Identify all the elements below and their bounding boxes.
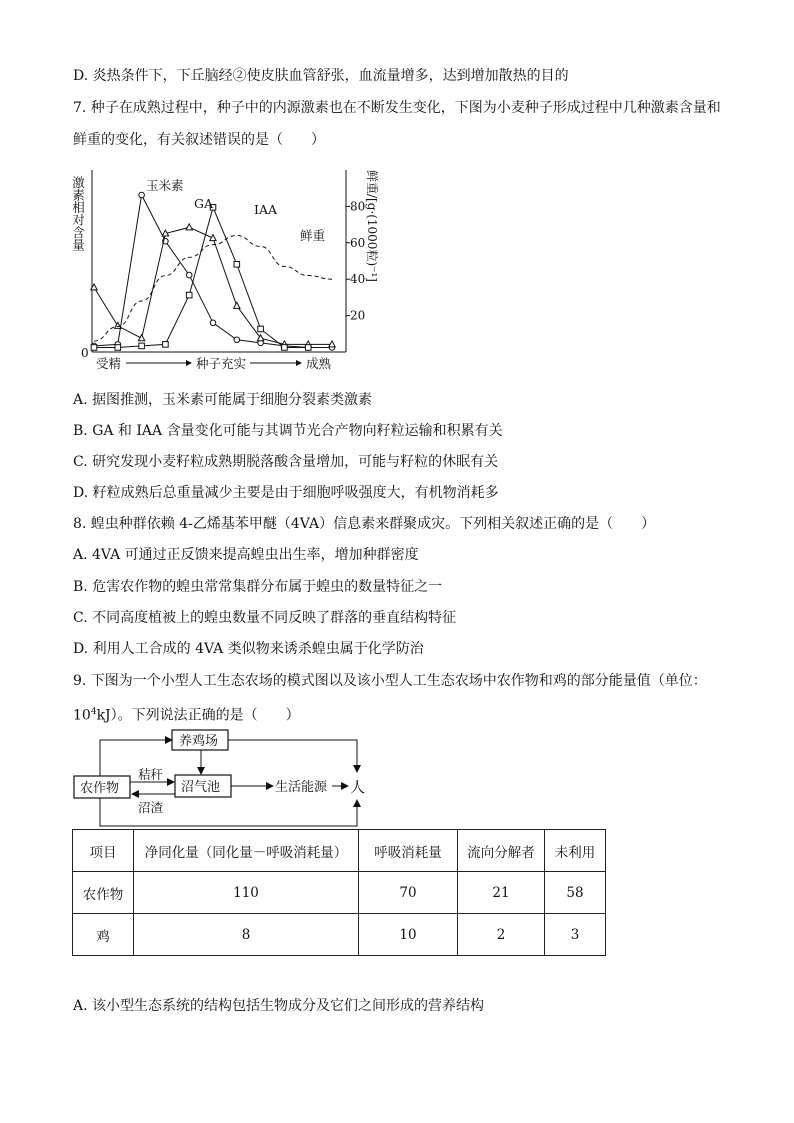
table-cell: 10 [359,914,458,956]
straw-label: 秸秆 [138,767,164,782]
left-axis-label: 激素相对含量 [70,176,86,251]
table-row [73,872,606,914]
energy-table [72,829,606,956]
x-axis-label: 成熟 [306,356,332,371]
q7-stem-line2: 鲜重的变化，有关叙述错误的是（ ） [73,132,325,148]
q7-stem-line1: 7. 种子在成熟过程中，种子中的内源激素也在不断发生变化，下图为小麦种子形成过程中几种激素含量和 [73,100,721,116]
crops-label: 农作物 [80,781,120,796]
q8-stem: 8. 蝗虫种群依赖 4-乙烯基苯甲醚（4VA）信息素来群聚成灾。下列相关叙述正确的是（ ） [73,516,656,532]
q6-option-d: D. 炎热条件下，下丘脑经②使皮肤血管舒张，血流量增多，达到增加散热的目的 [73,68,569,84]
series-label: 玉米素 [146,178,184,193]
point-marker-circle [139,192,145,198]
point-marker-square [91,345,97,351]
point-marker-triangle [234,302,240,308]
table-header-cell: 净同化量（同化量－呼吸消耗量） [134,830,359,872]
series-label: IAA [254,202,277,217]
table-cell: 110 [134,872,359,914]
point-marker-square [305,345,311,351]
biogas-pool-label: 沼气池 [181,780,221,795]
chicken-farm-label: 养鸡场 [179,734,219,749]
table-header-cell: 呼吸消耗量 [359,830,458,872]
right-tick-label: 60 [350,235,366,250]
table-cell: 3 [545,914,606,956]
point-marker-circle [234,337,240,343]
point-marker-square [258,326,264,332]
point-marker-square [186,292,192,298]
point-marker-square [115,345,121,351]
q8-option-c: C. 不同高度植被上的蝗虫数量不同反映了群落的垂直结构特征 [73,610,457,626]
point-marker-square [234,262,240,268]
table-cell: 70 [359,872,458,914]
series-label: 鲜重 [300,228,326,243]
point-marker-circle [210,320,216,326]
table-cell: 58 [545,872,606,914]
q7-option-a: A. 据图推测，玉米素可能属于细胞分裂素类激素 [73,392,373,408]
right-tick-label: 40 [350,272,366,287]
table-header-cell: 未利用 [545,830,606,872]
arrow-chicken-to-human [228,740,357,772]
eco-farm-diagram [70,728,370,828]
q7-option-d: D. 籽粒成熟后总重量减少主要是由于细胞呼吸强度大，有机物消耗多 [73,485,499,501]
origin-label: 0 [81,346,89,360]
point-marker-circle [186,272,192,278]
table-row [73,914,606,956]
q7-option-c: C. 研究发现小麦籽粒成熟期脱落酸含量增加，可能与籽粒的休眠有关 [73,454,499,470]
point-marker-square [282,345,288,351]
q9-stem-line2: $10^4kJ$）。下列说法正确的是（ ） [73,707,300,724]
table-cell: 21 [458,872,545,914]
q9-stem-line1: 9. 下图为一个小型人工生态农场的模式图以及该小型人工生态农场中农作物和鸡的部分能量值（单位： [73,673,707,689]
point-marker-triangle [115,322,121,328]
table-cell: 鸡 [73,914,134,956]
right-axis-label: 鲜重/[g·(1000粒)⁻¹] [365,170,379,282]
q8-option-a: A. 4VA 可通过正反馈来提高蝗虫出生率，增加种群密度 [73,547,419,563]
residue-label: 沼渣 [138,800,164,815]
human-label: 人 [350,778,366,796]
point-marker-triangle [138,335,144,341]
right-tick-label: 20 [350,308,366,323]
table-cell: 8 [134,914,359,956]
point-marker-square [139,343,145,349]
q8-option-d: D. 利用人工合成的 4VA 类似物来诱杀蝗虫属于化学防治 [73,641,424,657]
table-cell: 农作物 [73,872,134,914]
point-marker-square [163,342,169,348]
hormone-chart [68,162,388,372]
energy-label: 生活能源 [275,780,328,795]
q7-option-b: B. GA 和 IAA 含量变化可能与其调节光合产物向籽粒运输和积累有关 [73,423,503,439]
series-square-line [94,207,308,347]
x-axis-label: 种子充实 [196,356,247,371]
right-tick-label: 80 [350,199,366,214]
table-cell: 2 [458,914,545,956]
q9-option-a: A. 该小型生态系统的结构包括生物成分及它们之间形成的营养结构 [73,998,485,1014]
series-label: GA [194,196,214,211]
table-header-cell: 流向分解者 [458,830,545,872]
x-arrowhead-1 [186,360,192,366]
table-header-cell: 项目 [73,830,134,872]
table-header-row [73,830,606,872]
q8-option-b: B. 危害农作物的蝗虫常常集群分布属于蝗虫的数量特征之一 [73,579,443,595]
point-marker-triangle [186,224,192,230]
x-axis-label: 受精 [96,356,122,371]
x-arrowhead-2 [296,360,302,366]
